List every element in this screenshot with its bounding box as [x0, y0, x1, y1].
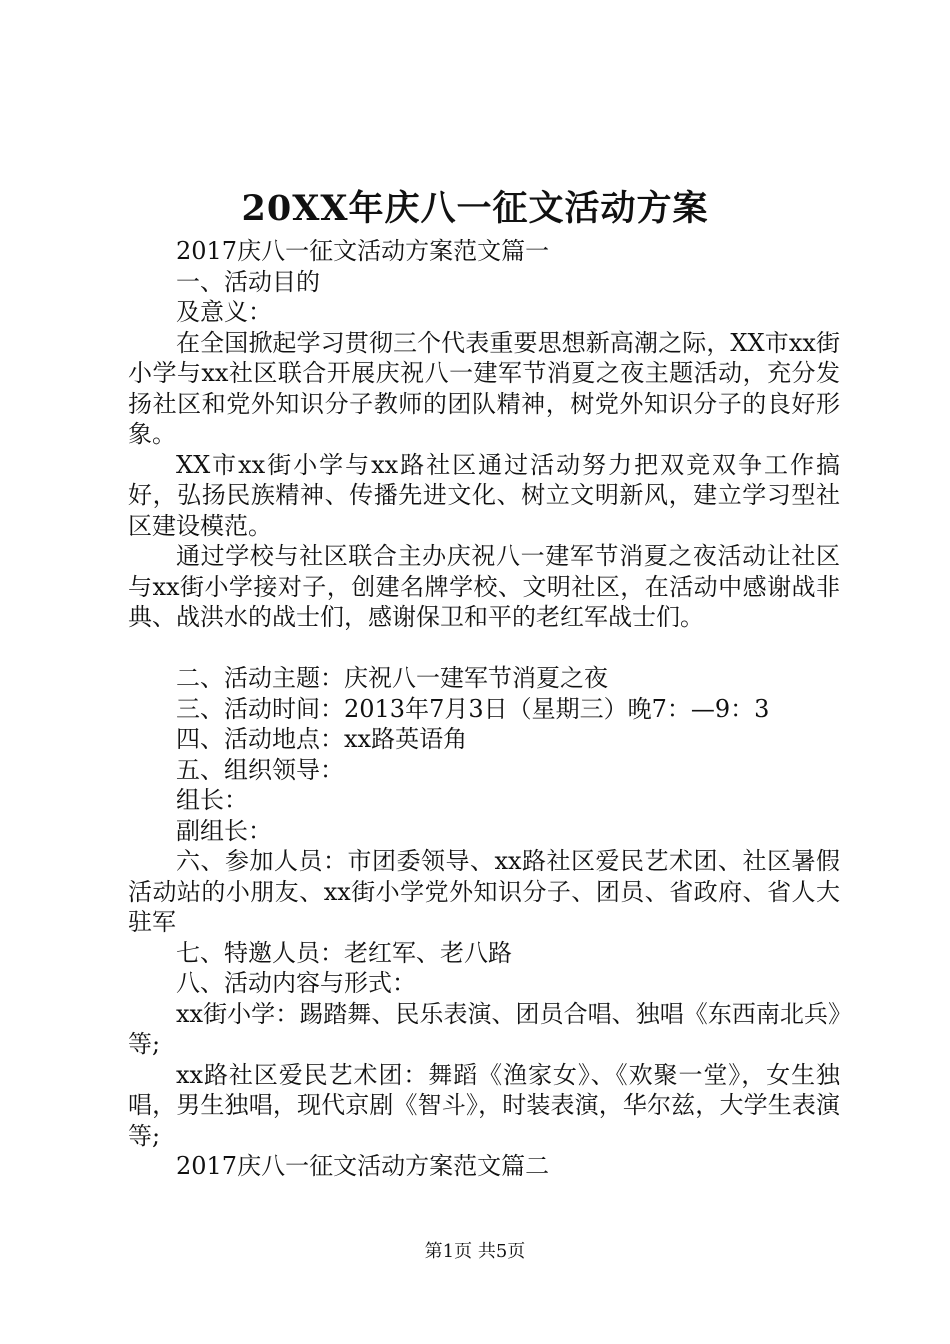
- paragraph: 四、活动地点：xx路英语角: [176, 725, 468, 753]
- page-footer: 第1页 共5页: [424, 1241, 526, 1262]
- paragraph: 七、特邀人员：老红军、老八路: [176, 938, 512, 967]
- blank-line: [128, 633, 840, 664]
- section-heading: 2017庆八一征文活动方案范文篇一: [176, 237, 550, 265]
- section-heading: 2017庆八一征文活动方案范文篇二: [176, 1152, 550, 1180]
- document-title: 20XX年庆八一征文活动方案: [241, 188, 709, 229]
- paragraph: 三、活动时间：2013年7月3日（星期三）晚7：—9：3: [176, 694, 770, 723]
- paragraph: 及意义：: [176, 298, 272, 326]
- paragraph: 组长：: [176, 786, 248, 814]
- paragraph: 二、活动主题：庆祝八一建军节消夏之夜: [176, 664, 608, 692]
- document-body: [128, 236, 840, 1182]
- paragraph: 副组长：: [176, 816, 272, 845]
- paragraph: 六、参加人员：市团委领导、xx路社区爱民艺术团、社区暑假活动站的小朋友、xx街小学党外知识分子、团员、省政府、省人大驻军: [128, 847, 840, 936]
- paragraph: 五、组织领导：: [176, 755, 344, 784]
- paragraph: 通过学校与社区联合主办庆祝八一建军节消夏之夜活动让社区与xx街小学接对子，创建名牌学校、文明社区，在活动中感谢战非典、战洪水的战士们，感谢保卫和平的老红军战士们。: [128, 542, 840, 631]
- paragraph: xx路社区爱民艺术团：舞蹈《渔家女》、《欢聚一堂》，女生独唱，男生独唱，现代京剧《智斗》，时装表演，华尔兹，大学生表演等;: [128, 1060, 840, 1150]
- paragraph: 在全国掀起学习贯彻三个代表重要思想新高潮之际，XX市xx街小学与xx社区联合开展庆祝八一建军节消夏之夜主题活动，充分发扬社区和党外知识分子教师的团队精神，树党外知识分子的良好形象。: [128, 328, 840, 448]
- paragraph: XX市xx街小学与xx路社区通过活动努力把双竞双争工作搞好，弘扬民族精神、传播先进文化、树立文明新风，建立学习型社区建设模范。: [128, 450, 840, 540]
- paragraph: 八、活动内容与形式：: [176, 969, 416, 997]
- paragraph: xx街小学：踢踏舞、民乐表演、团员合唱、独唱《东西南北兵》等;: [128, 999, 840, 1058]
- paragraph: 一、活动目的: [176, 267, 320, 296]
